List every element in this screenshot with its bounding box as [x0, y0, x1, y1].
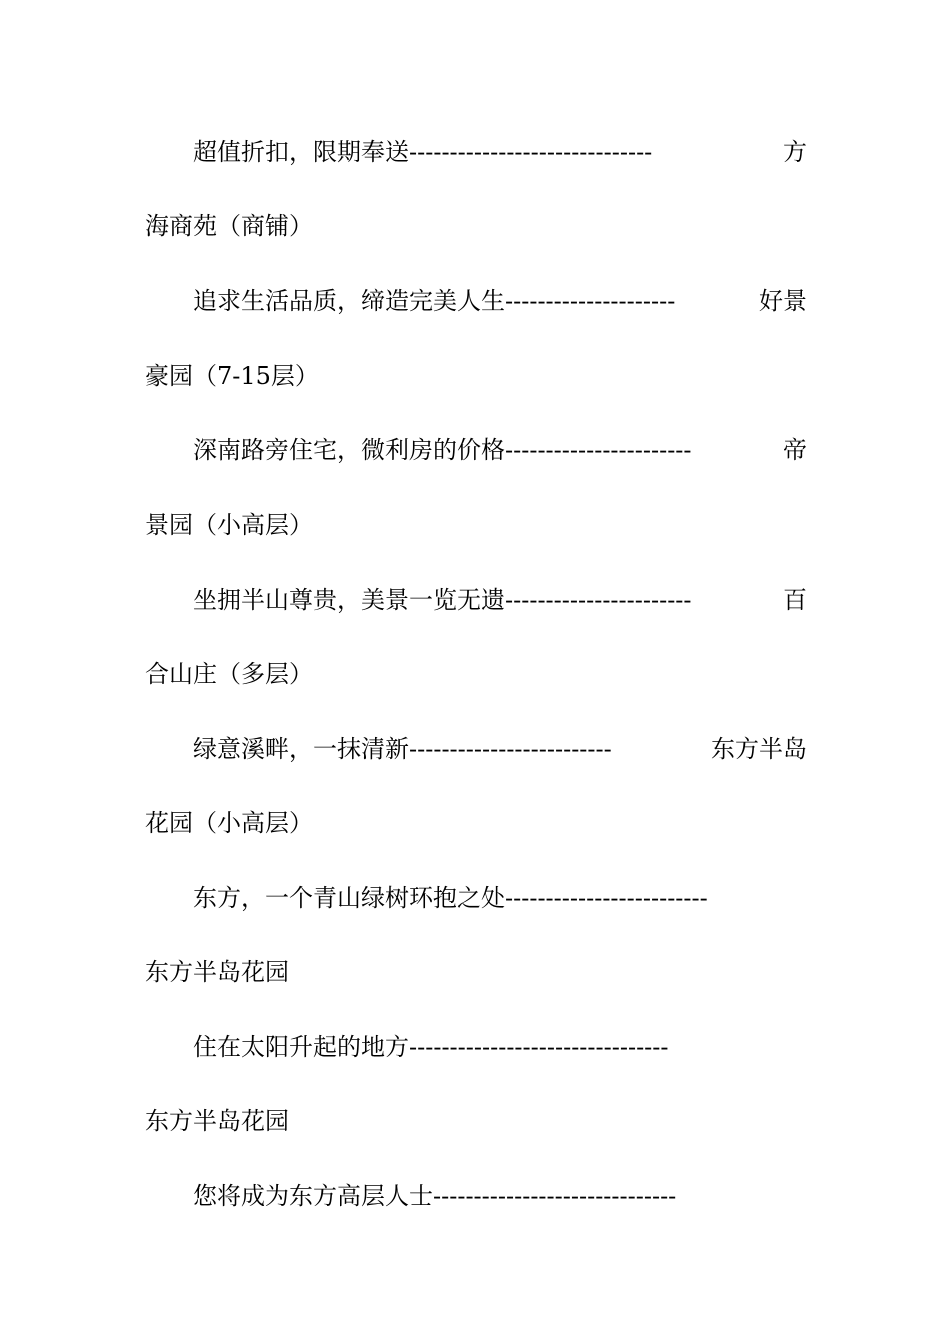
entry-7-dashes: --------------------------------	[409, 1033, 669, 1061]
entry-2-slogan: 追求生活品质，缔造完美人生	[193, 287, 505, 315]
entry-4-slogan: 坐拥半山尊贵，美景一览无遗	[193, 586, 505, 614]
entry-8-slogan: 您将成为东方高层人士	[193, 1182, 433, 1210]
entry-5-dashes: -------------------------	[409, 735, 612, 763]
entry-2-line-1	[145, 281, 807, 321]
entry-6-slogan: 东方，一个青山绿树环抱之处	[193, 884, 505, 912]
entry-1-name-start: 方	[783, 138, 807, 166]
entry-1-line-2: 海商苑（商铺）	[145, 212, 313, 240]
entry-8-dashes: ------------------------------	[433, 1182, 677, 1210]
entry-6-line-1	[145, 878, 807, 918]
entry-3-line-1	[145, 430, 807, 470]
entry-7-line-2: 东方半岛花园	[145, 1107, 289, 1135]
entry-2-dashes: ---------------------	[505, 287, 676, 315]
entry-1-line-1	[145, 132, 807, 172]
entry-4-line-2: 合山庄（多层）	[145, 660, 313, 688]
entry-3-name-start: 帝	[783, 436, 807, 464]
entry-4-name-start: 百	[783, 586, 807, 614]
entry-5-line-2: 花园（小高层）	[145, 809, 313, 837]
entry-1-slogan: 超值折扣，限期奉送	[193, 138, 409, 166]
entry-4-line-1	[145, 580, 807, 620]
entry-2-name-start: 好景	[759, 287, 807, 315]
entry-3-slogan: 深南路旁住宅，微利房的价格	[193, 436, 505, 464]
entry-3-dashes: -----------------------	[505, 436, 692, 464]
entry-8-line-1	[145, 1176, 807, 1216]
entry-4-dashes: -----------------------	[505, 586, 692, 614]
entry-7-line-1	[145, 1027, 807, 1067]
entry-6-dashes: -------------------------	[505, 884, 708, 912]
entry-6-line-2: 东方半岛花园	[145, 958, 289, 986]
entry-1-dashes: ------------------------------	[409, 138, 653, 166]
entry-5-slogan: 绿意溪畔，一抹清新	[193, 735, 409, 763]
entry-5-name-start: 东方半岛	[711, 735, 807, 763]
entry-2-line-2: 豪园（7-15层）	[145, 362, 319, 390]
entry-3-line-2: 景园（小高层）	[145, 511, 313, 539]
entry-7-slogan: 住在太阳升起的地方	[193, 1033, 409, 1061]
entry-5-line-1	[145, 729, 807, 769]
